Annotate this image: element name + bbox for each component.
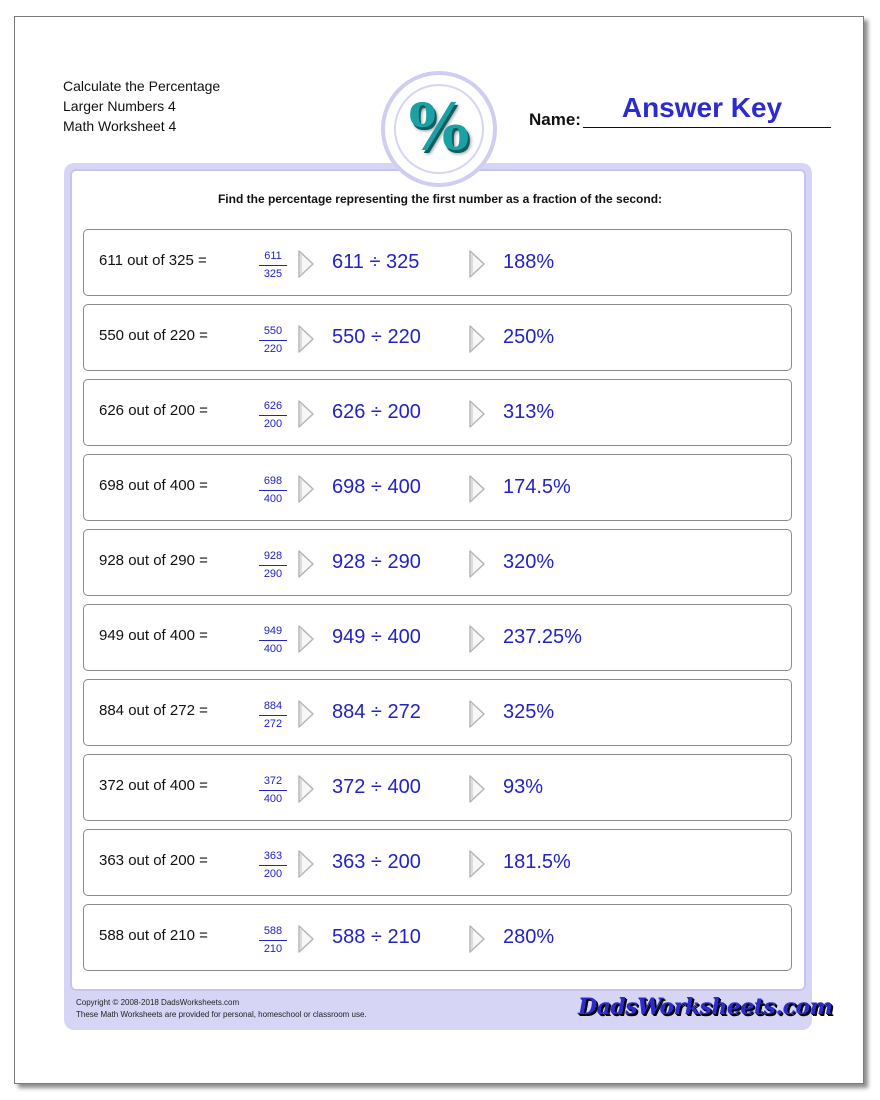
fraction — [259, 400, 287, 431]
fraction-numerator: 928 — [263, 550, 283, 562]
fraction-numerator: 611 — [264, 250, 282, 262]
arrow-right-icon — [467, 249, 487, 279]
fraction-numerator: 949 — [263, 625, 283, 637]
fraction-numerator: 372 — [263, 775, 283, 787]
worksheet-number: Math Worksheet 4 — [63, 118, 177, 134]
fraction-numerator: 884 — [263, 700, 283, 712]
arrow-right-icon — [467, 399, 487, 429]
fraction — [259, 625, 287, 656]
name-underline — [583, 127, 831, 128]
arrow-right-icon — [296, 624, 316, 654]
problem-text: 928 out of 290 = — [99, 552, 208, 569]
problem-row — [83, 454, 792, 521]
division-expression: 928 ÷ 290 — [332, 551, 421, 573]
arrow-right-icon — [296, 924, 316, 954]
arrow-right-icon — [467, 474, 487, 504]
percentage-answer: 188% — [503, 251, 555, 273]
problem-row — [83, 379, 792, 446]
fraction-denominator: 325 — [263, 268, 283, 280]
arrow-right-icon — [296, 474, 316, 504]
answer-key-text: Answer Key — [621, 92, 783, 123]
percentage-answer: 313% — [503, 401, 555, 423]
arrow-right-icon — [467, 549, 487, 579]
instructions: Find the percentage representing the first number as a fraction of the second: — [217, 192, 663, 206]
fraction-denominator: 400 — [263, 793, 283, 805]
fraction-denominator: 200 — [263, 418, 283, 430]
logo-inner-ring — [394, 84, 484, 174]
worksheet-header — [63, 76, 220, 136]
fraction-bar — [259, 865, 287, 866]
arrow-right-icon — [296, 774, 316, 804]
percentage-answer: 280% — [503, 926, 555, 948]
problem-text: 884 out of 272 = — [99, 702, 208, 719]
arrow-right-icon — [296, 849, 316, 879]
fraction-denominator: 200 — [263, 868, 283, 880]
fraction — [259, 250, 287, 281]
problem-row — [83, 679, 792, 746]
problem-row — [83, 754, 792, 821]
fraction-numerator: 363 — [263, 850, 283, 862]
percentage-answer: 174.5% — [503, 476, 571, 498]
percent-icon: % — [408, 90, 470, 165]
fraction — [259, 700, 287, 731]
arrow-right-icon — [296, 399, 316, 429]
percentage-answer: 237.25% — [503, 626, 582, 648]
percentage-answer: 93% — [503, 776, 544, 798]
problem-text: 626 out of 200 = — [99, 402, 208, 419]
division-expression: 588 ÷ 210 — [332, 926, 421, 948]
worksheet-title: Calculate the Percentage — [63, 78, 221, 94]
problem-row — [83, 229, 792, 296]
arrow-right-icon — [296, 324, 316, 354]
problem-text: 372 out of 400 = — [99, 777, 208, 794]
arrow-right-icon — [296, 549, 316, 579]
arrow-right-icon — [467, 624, 487, 654]
arrow-right-icon — [467, 774, 487, 804]
fraction-bar — [259, 490, 287, 491]
arrow-right-icon — [467, 849, 487, 879]
fraction-numerator: 698 — [263, 475, 283, 487]
fraction-denominator: 400 — [263, 643, 283, 655]
fraction-denominator: 220 — [263, 343, 283, 355]
fraction-bar — [259, 265, 287, 266]
fraction-bar — [259, 340, 287, 341]
percentage-answer: 320% — [503, 551, 555, 573]
fraction-bar — [259, 415, 287, 416]
arrow-right-icon — [467, 324, 487, 354]
problem-row — [83, 604, 792, 671]
worksheet-subtitle: Larger Numbers 4 — [63, 98, 176, 114]
name-label: Name: — [529, 110, 581, 129]
fraction-bar — [259, 940, 287, 941]
fraction — [259, 925, 287, 956]
fraction-bar — [259, 715, 287, 716]
fraction-bar — [259, 790, 287, 791]
copyright-text: Copyright © 2008-2018 DadsWorksheets.com — [76, 998, 240, 1007]
problem-text: 698 out of 400 = — [99, 477, 208, 494]
fraction-numerator: 550 — [263, 325, 283, 337]
footer-copyright — [76, 997, 367, 1021]
arrow-right-icon — [296, 699, 316, 729]
fraction — [259, 850, 287, 881]
division-expression: 372 ÷ 400 — [332, 776, 421, 798]
fraction-numerator: 588 — [263, 925, 283, 937]
fraction-denominator: 210 — [263, 943, 283, 955]
division-expression: 363 ÷ 200 — [332, 851, 421, 873]
fraction-bar — [259, 565, 287, 566]
division-expression: 550 ÷ 220 — [332, 326, 421, 348]
division-expression: 611 ÷ 325 — [332, 251, 420, 273]
problem-row — [83, 529, 792, 596]
problem-text: 611 out of 325 = — [99, 252, 207, 269]
arrow-right-icon — [467, 924, 487, 954]
arrow-right-icon — [296, 249, 316, 279]
percentage-answer: 325% — [503, 701, 555, 723]
percentage-answer: 181.5% — [503, 851, 571, 873]
fraction — [259, 325, 287, 356]
division-expression: 884 ÷ 272 — [332, 701, 421, 723]
arrow-right-icon — [467, 699, 487, 729]
fraction — [259, 475, 287, 506]
problem-row — [83, 304, 792, 371]
problem-text: 588 out of 210 = — [99, 927, 208, 944]
fraction — [259, 550, 287, 581]
fraction-bar — [259, 640, 287, 641]
fraction-denominator: 400 — [263, 493, 283, 505]
fraction — [259, 775, 287, 806]
division-expression: 626 ÷ 200 — [332, 401, 421, 423]
division-expression: 949 ÷ 400 — [332, 626, 421, 648]
problem-row — [83, 904, 792, 971]
percentage-answer: 250% — [503, 326, 555, 348]
fraction-denominator: 290 — [263, 568, 283, 580]
fraction-numerator: 626 — [263, 400, 283, 412]
fraction-denominator: 272 — [263, 718, 283, 730]
division-expression: 698 ÷ 400 — [332, 476, 421, 498]
problem-text: 550 out of 220 = — [99, 327, 208, 344]
usage-notice: These Math Worksheets are provided for personal, homeschool or classroom use. — [76, 1010, 367, 1019]
percent-logo — [381, 71, 497, 187]
problem-text: 363 out of 200 = — [99, 852, 208, 869]
dadsworksheets-logo: DadsWorksheets.com — [578, 994, 833, 1020]
problem-row — [83, 829, 792, 896]
problem-text: 949 out of 400 = — [99, 627, 208, 644]
